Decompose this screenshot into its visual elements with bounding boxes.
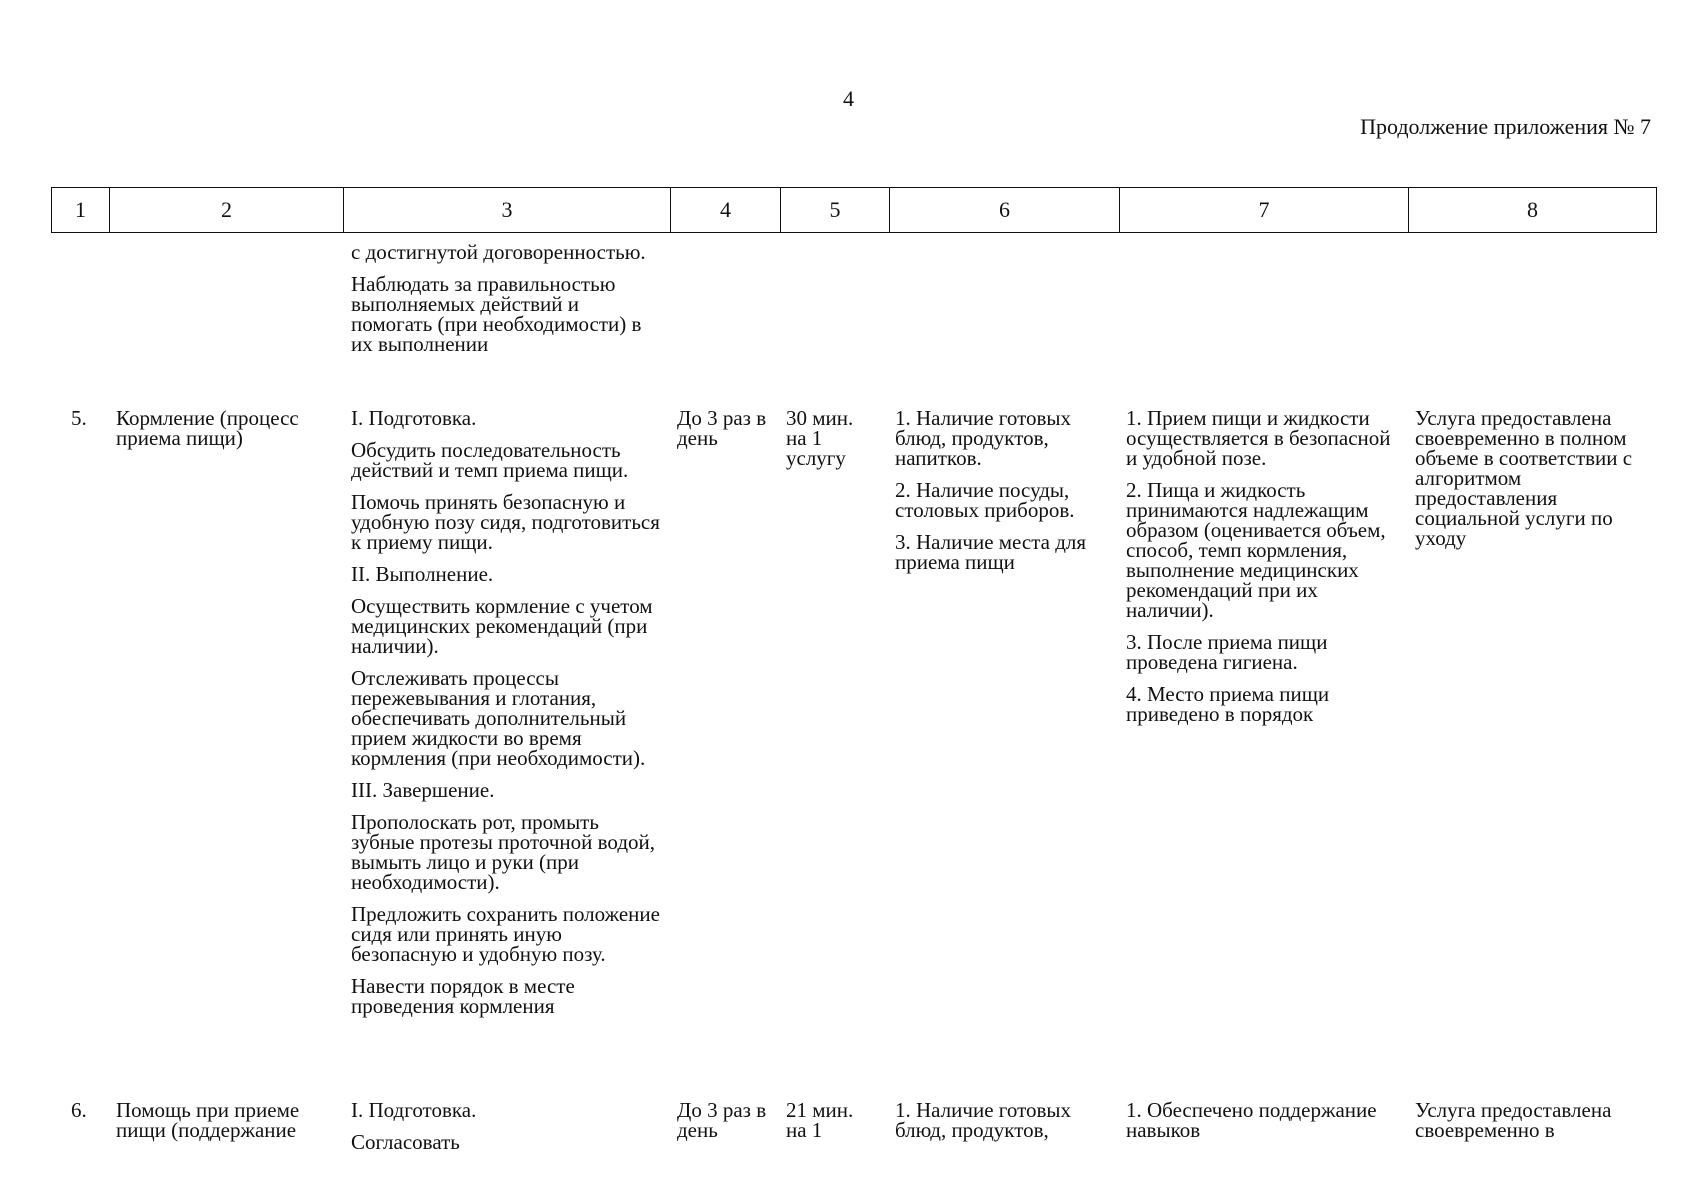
description-paragraph: Осуществить кормление с учетом медицинских рекомендаций (при наличии).: [351, 594, 653, 658]
row-number: 6.: [71, 1098, 87, 1122]
column-header-table: [51, 187, 1657, 233]
description-paragraph: Согласовать: [351, 1130, 460, 1154]
indicator-item: 2. Пища и жидкость принимаются надлежащим образом (оценивается объем, способ, темп кормления, выполнение медицинских рекомендаций при их наличии).: [1126, 478, 1386, 622]
column-header: 2: [110, 188, 344, 233]
page-number: 4: [843, 86, 854, 111]
condition-item: 2. Наличие посуды, столовых приборов.: [895, 478, 1075, 522]
service-result: Услуга предоставлена своевременно в: [1415, 1098, 1612, 1142]
column-header: 8: [1409, 188, 1657, 233]
service-frequency: До 3 раз в день: [677, 406, 767, 450]
row-number: 5.: [71, 406, 87, 430]
service-conditions: [895, 1100, 1113, 1140]
condition-item: 1. Наличие готовых блюд, продуктов,: [895, 1098, 1071, 1142]
indicator-item: 1. Обеспечено поддержание навыков: [1126, 1098, 1377, 1142]
condition-item: 3. Наличие места для приема пищи: [895, 530, 1087, 574]
column-header: 3: [344, 188, 671, 233]
column-header: 4: [671, 188, 781, 233]
description-paragraph: Прополоскать рот, промыть зубные протезы проточной водой, вымыть лицо и руки (при необходимости).: [351, 810, 655, 894]
service-name: Помощь при приеме пищи (поддержание: [116, 1098, 300, 1142]
service-indicators: [1126, 1100, 1406, 1140]
service-indicators: [1126, 408, 1406, 724]
service-name: Кормление (процесс приема пищи): [116, 406, 299, 450]
description-paragraph: Отслеживать процессы пережевывания и глотания, обеспечивать дополнительный прием жидкости во время кормления (при необходимости).: [351, 666, 646, 770]
column-header: 1: [52, 188, 110, 233]
service-duration: 21 мин. на 1: [786, 1098, 854, 1142]
description-paragraph: II. Выполнение.: [351, 562, 494, 586]
description-paragraph: Обсудить последовательность действий и темп приема пищи.: [351, 438, 629, 482]
description-paragraph: Помочь принять безопасную и удобную позу сидя, подготовиться к приему пищи.: [351, 490, 660, 554]
service-duration: 30 мин. на 1 услугу: [786, 406, 854, 470]
service-description: [351, 1100, 666, 1152]
service-description: [351, 408, 666, 1016]
column-header: 5: [781, 188, 890, 233]
column-header-row: [52, 188, 1657, 233]
continued-paragraph: с достигнутой договоренностью.: [351, 240, 646, 264]
condition-item: 1. Наличие готовых блюд, продуктов, напитков.: [895, 406, 1071, 470]
service-frequency: До 3 раз в день: [677, 1098, 767, 1142]
indicator-item: 1. Прием пищи и жидкости осуществляется в безопасной и удобной позе.: [1126, 406, 1391, 470]
indicator-item: 3. После приема пищи проведена гигиена.: [1126, 630, 1328, 674]
continued-paragraph: Наблюдать за правильностью выполняемых действий и помогать (при необходимости) в их выполнении: [351, 272, 642, 356]
continued-col3-cell: [351, 242, 661, 354]
description-paragraph: Предложить сохранить положение сидя или принять иную безопасную и удобную позу.: [351, 902, 660, 966]
description-paragraph: I. Подготовка.: [351, 406, 477, 430]
appendix-note: Продолжение приложения № 7: [1360, 114, 1651, 139]
description-paragraph: III. Завершение.: [351, 778, 495, 802]
column-header: 7: [1120, 188, 1409, 233]
column-header: 6: [890, 188, 1120, 233]
service-result: Услуга предоставлена своевременно в полном объеме в соответствии с алгоритмом предоставления социальной услуги по уходу: [1415, 406, 1633, 550]
description-paragraph: Навести порядок в месте проведения кормления: [351, 974, 575, 1018]
indicator-item: 4. Место приема пищи приведено в порядок: [1126, 682, 1330, 726]
description-paragraph: I. Подготовка.: [351, 1098, 477, 1122]
service-conditions: [895, 408, 1113, 572]
